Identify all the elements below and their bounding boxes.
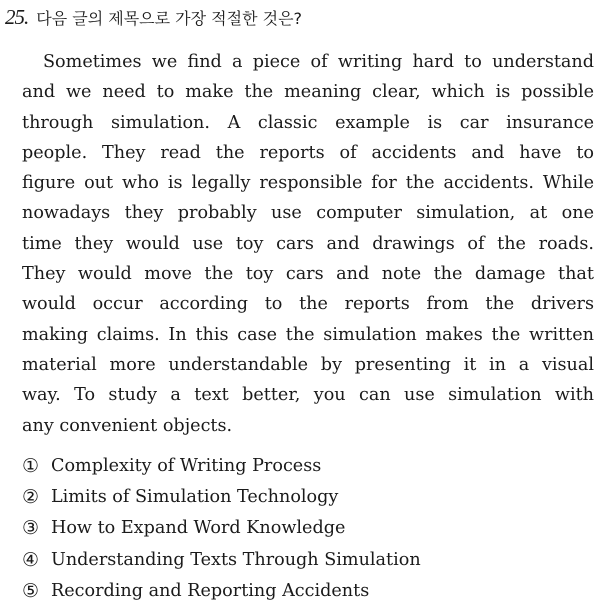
passage-line: through simulation. A classic example is car insurance bbox=[22, 112, 594, 133]
passage-line: Sometimes we find a piece of writing hard to understand bbox=[43, 52, 594, 72]
passage-line: They would move the toy cars and note the damage that bbox=[22, 264, 594, 285]
passage-line: way. To study a text better, you can use simulation with bbox=[22, 385, 594, 406]
choice-marker: ④ bbox=[22, 548, 40, 571]
choice-3[interactable] bbox=[22, 513, 421, 544]
passage-line: and we need to make the meaning clear, which is possible bbox=[22, 82, 594, 103]
choice-marker: ① bbox=[22, 454, 40, 477]
choice-text: Understanding Texts Through Simulation bbox=[51, 549, 421, 570]
question-prompt: 다음 글의 제목으로 가장 적절한 것은? bbox=[36, 9, 303, 28]
passage-line: figure out who is legally responsible for the accidents. While bbox=[22, 173, 594, 194]
answer-choices bbox=[22, 450, 421, 606]
choice-marker: ③ bbox=[22, 517, 40, 540]
passage-line: nowadays they probably use computer simulation, at one bbox=[22, 203, 594, 224]
passage-line: people. They read the reports of accidents and have to bbox=[22, 142, 594, 163]
passage-line: material more understandable by presenting it in a visual bbox=[22, 354, 594, 375]
choice-text: Limits of Simulation Technology bbox=[51, 486, 339, 507]
choice-text: How to Expand Word Knowledge bbox=[51, 518, 346, 539]
passage bbox=[22, 47, 594, 441]
choice-2[interactable] bbox=[22, 481, 421, 512]
passage-line: time they would use toy cars and drawings of the roads. bbox=[22, 233, 594, 254]
passage-line: making claims. In this case the simulation makes the written bbox=[22, 324, 594, 345]
choice-5[interactable] bbox=[22, 575, 421, 606]
choice-1[interactable] bbox=[22, 450, 421, 481]
choice-marker: ② bbox=[22, 485, 40, 508]
passage-line: would occur according to the reports from the drivers bbox=[22, 294, 594, 315]
question-number: 25. bbox=[5, 5, 29, 29]
choice-text: Complexity of Writing Process bbox=[51, 455, 322, 476]
question-header bbox=[5, 5, 302, 30]
choice-4[interactable] bbox=[22, 544, 421, 575]
passage-line: any convenient objects. bbox=[22, 415, 233, 436]
choice-marker: ⑤ bbox=[22, 579, 40, 602]
choice-text: Recording and Reporting Accidents bbox=[51, 580, 370, 601]
